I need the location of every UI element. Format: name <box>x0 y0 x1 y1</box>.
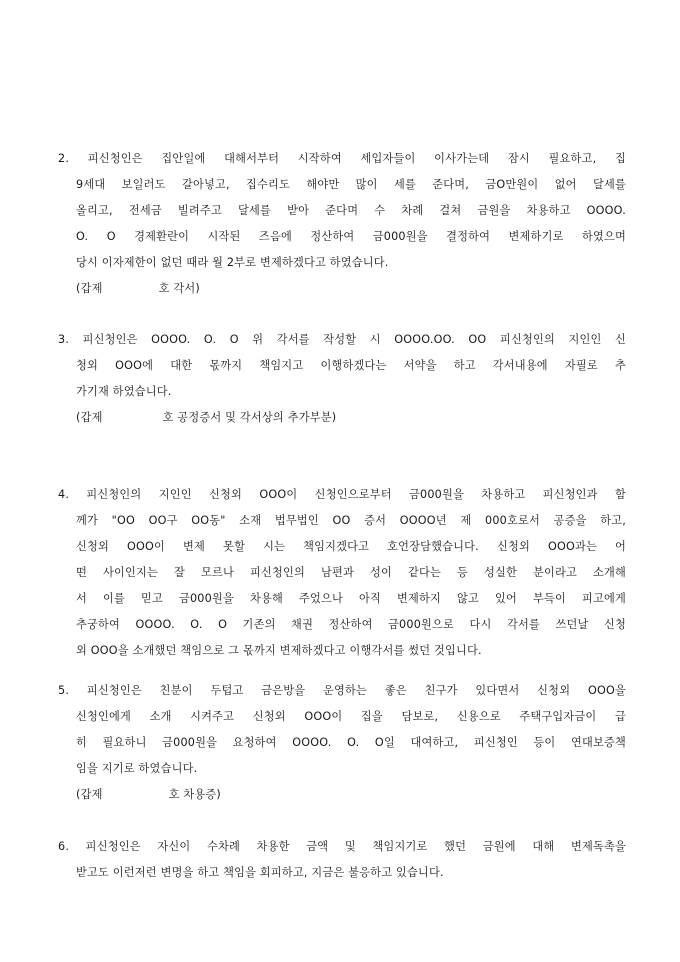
paragraph-line: 가기재 하였습니다. <box>76 385 172 398</box>
paragraph-line: 받고도 이런저런 변명을 하고 책임을 회피하고, 지금은 불응하고 있습니다. <box>76 866 444 879</box>
paragraph-5 <box>58 678 626 808</box>
paragraph-line: 떤 사이인지는 잘 모르나 피신청인의 남편과 성이 같다는 등 성실한 분이라고 소개해 <box>76 566 626 579</box>
evidence-prefix: (갑제 <box>76 411 103 424</box>
paragraph-line: 6. 피신청인은 자신이 수차례 차용한 금액 및 책임지기로 했던 금원에 대해 변제독촉을 <box>58 840 626 853</box>
evidence-reference <box>58 782 626 808</box>
evidence-prefix: (갑제 <box>76 282 103 295</box>
evidence-reference <box>58 405 626 431</box>
evidence-suffix: 호 공정증서 및 각서상의 추가부분) <box>162 411 337 424</box>
paragraph-line: 추궁하여 OOOO. O. O 기존의 채권 정산하여 금000원으로 다시 각서를 쓰던날 신청 <box>76 618 626 631</box>
paragraph-2 <box>58 146 626 302</box>
paragraph-line: 올리고, 전세금 빌려주고 달세를 받아 준다며 수 차례 걸쳐 금원을 차용하고 OOOO. <box>76 204 626 217</box>
paragraph-line: 임을 지기로 하였습니다. <box>76 762 198 775</box>
paragraph-line: 께가 "OO OO구 OO동" 소재 법무법인 OO 증서 OOOO년 제 000호로서 공증을 하고, <box>76 514 626 527</box>
paragraph-line: O. O 경제환란이 시작된 즈음에 정산하여 금000원을 결정하여 변제하기로 하였으며 <box>76 230 626 243</box>
evidence-suffix: 호 각서) <box>158 282 200 295</box>
paragraph-line: 신청외 OOO이 변제 못할 시는 책임지겠다고 호언장담했습니다. 신청외 OOO과는 어 <box>76 540 626 553</box>
evidence-reference <box>58 276 626 302</box>
paragraph-line: 2. 피신청인은 집안일에 대해서부터 시작하여 세입자들이 이사가는데 잠시 필요하고, 집 <box>58 152 626 165</box>
paragraph-line: 서 이를 믿고 금000원을 차용해 주었으나 아직 변제하지 않고 있어 부득이 피고에게 <box>76 592 626 605</box>
paragraph-line: 청외 OOO에 대한 몫까지 책임지고 이행하겠다는 서약을 하고 각서내용에 자필로 추 <box>76 359 626 372</box>
paragraph-line: 히 필요하니 금000원을 요청하여 OOOO. O. O일 대여하고, 피신청인 등이 연대보증책 <box>76 736 626 749</box>
paragraph-line: 4. 피신청인의 지인인 신청외 OOO이 신청인으로부터 금000원을 차용하고 피신청인과 함 <box>58 488 626 501</box>
paragraph-line: 3. 피신청인은 OOOO. O. O 위 각서를 작성할 시 OOOO.OO. OO 피신청인의 지인인 신 <box>58 333 626 346</box>
evidence-prefix: (갑제 <box>76 788 103 801</box>
paragraph-6 <box>58 834 626 886</box>
paragraph-line: 신청인에게 소개 시켜주고 신청외 OOO이 집을 담보로, 신용으로 주택구입자금이 급 <box>76 710 626 723</box>
paragraph-line: 5. 피신청인은 친분이 두텁고 금은방을 운영하는 좋은 친구가 있다면서 신청외 OOO을 <box>58 684 626 697</box>
evidence-suffix: 호 차용증) <box>168 788 221 801</box>
paragraph-line: 9세대 보일러도 갈아넣고, 집수리도 해야만 많이 세를 준다며, 금O만원이 없어 달세를 <box>76 178 626 191</box>
paragraph-4 <box>58 482 626 664</box>
paragraph-line: 외 OOO을 소개했던 책임으로 그 몫까지 변제하겠다고 이행각서를 썼던 것입니다. <box>76 644 482 657</box>
paragraph-3 <box>58 327 626 431</box>
paragraph-line: 당시 이자제한이 없던 때라 월 2부로 변제하겠다고 하였습니다. <box>76 256 389 269</box>
